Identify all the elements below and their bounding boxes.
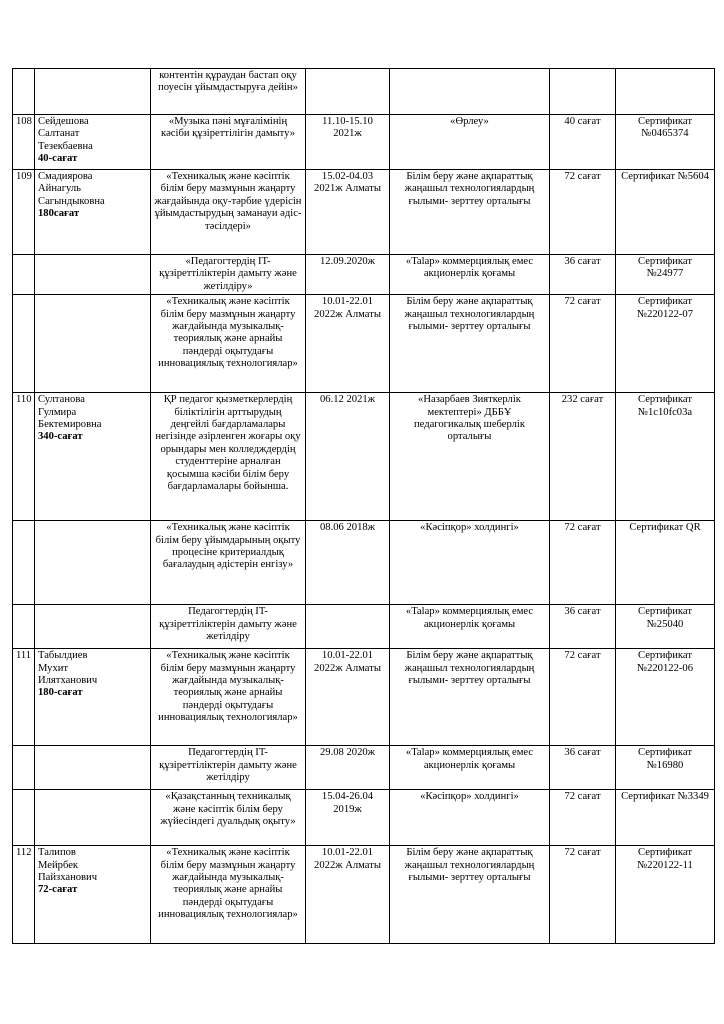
- row-number: 112: [13, 846, 35, 944]
- course-hours: 72 сағат: [550, 846, 616, 944]
- teacher-surname: Смадиярова: [38, 171, 93, 182]
- teacher-surname: Султанова: [38, 394, 85, 406]
- organizer: «Кәсіпқор» холдингі»: [390, 521, 550, 605]
- course-title: «Техникалық және кәсіптік білім беру мазмұнын жаңарту жағдайында музыкалық-теориялық және арнайы пәндерді оқытудағы инновациялық технологиялар»: [151, 649, 306, 746]
- organizer: Білім беру және ақпараттық жаңашыл технологиялардың ғылыми- зерттеу орталығы: [390, 170, 550, 255]
- course-title: «Қазақстанның техникалық және кәсіптік білім беру жүйесіндегі дуальдық оқыту»: [151, 790, 306, 846]
- organizer: Білім беру және ақпараттық жаңашыл технологиялардың ғылыми- зерттеу орталығы: [390, 649, 550, 746]
- row-number: [13, 521, 35, 605]
- teacher-name-cell: [35, 295, 151, 393]
- course-hours: 36 сағат: [550, 255, 616, 295]
- teacher-name-cell: [35, 115, 151, 170]
- organizer: Білім беру және ақпараттық жаңашыл технологиялардың ғылыми- зерттеу орталығы: [390, 846, 550, 944]
- total-hours: 40-сағат: [38, 153, 78, 165]
- course-title: «Педагогтердің IT-құзіреттіліктерін дамыту және жетілдіру»: [151, 255, 306, 295]
- teacher-name-cell: [35, 746, 151, 790]
- course-title: Педагогтердің IT-құзіреттіліктерін дамыту және жетілдіру: [151, 746, 306, 790]
- course-date: [306, 605, 390, 649]
- certificate: Сертификат №220122-06: [616, 649, 715, 746]
- teacher-patronymic: Бектемировна: [38, 419, 102, 431]
- certificate: Сертификат QR: [616, 521, 715, 605]
- course-date: 11.10-15.10 2021ж: [306, 115, 390, 170]
- table-row: [13, 790, 715, 846]
- table-row: [13, 69, 715, 115]
- row-number: [13, 605, 35, 649]
- course-hours: 72 сағат: [550, 790, 616, 846]
- course-title: ҚР педагог қызметкерлердің біліктілігін арттырудың деңгейлі бағдарламалары негізінде әзірленген жоғары оқу орындары мен колледждердің студенттеріне арналған қосымша кәсіби білім беру бағдарламалары бойынша.: [151, 393, 306, 521]
- course-date: 08.06 2018ж: [306, 521, 390, 605]
- teacher-first-name: Мухит: [38, 662, 69, 674]
- course-title: контентін құраудан бастап оқу поуесін ұйымдастыруға дейін»: [151, 69, 306, 115]
- course-title: «Музыка пәні мұғалімінің кәсіби құзіреттілігін дамыту»: [151, 115, 306, 170]
- table-row: [13, 521, 715, 605]
- course-title: «Техникалық және кәсіптік білім беру мазмұнын жаңарту жағдайында музыкалық-теориялық және арнайы пәндерді оқытудағы инновациялық технологиялар»: [151, 295, 306, 393]
- teacher-name-cell: [35, 790, 151, 846]
- total-hours: 180сағат: [38, 208, 80, 220]
- course-date: 15.02-04.03 2021ж Алматы: [306, 170, 390, 255]
- certificate: Сертификат №220122-07: [616, 295, 715, 393]
- course-hours: 72 сағат: [550, 521, 616, 605]
- organizer: «Talap» коммерциялық емес акционерлік қоғамы: [390, 255, 550, 295]
- certificate: Сертификат №0465374: [616, 115, 715, 170]
- total-hours: 72-сағат: [38, 884, 78, 896]
- row-number: 108: [13, 115, 35, 170]
- teacher-surname: Сейдешова: [38, 116, 89, 127]
- teacher-name-cell: [35, 649, 151, 746]
- teacher-patronymic: Тезекбаевна: [38, 140, 93, 152]
- organizer: «Кәсіпқор» холдингі»: [390, 790, 550, 846]
- course-hours: 72 сағат: [550, 295, 616, 393]
- row-number: 111: [13, 649, 35, 746]
- course-hours: 72 сағат: [550, 649, 616, 746]
- course-date: 10.01-22.01 2022ж Алматы: [306, 846, 390, 944]
- teacher-name-cell: [35, 170, 151, 255]
- course-hours: [550, 69, 616, 115]
- teacher-first-name: Гулмира: [38, 406, 77, 418]
- course-date: 12.09.2020ж: [306, 255, 390, 295]
- teacher-patronymic: Илятханович: [38, 675, 98, 687]
- row-number: [13, 790, 35, 846]
- certificate: [616, 69, 715, 115]
- certificate: Сертификат №3349: [616, 790, 715, 846]
- row-number: [13, 69, 35, 115]
- certificate: Сертификат №1c10fc03a: [616, 393, 715, 521]
- training-records-table: [12, 68, 715, 944]
- table-row: [13, 115, 715, 170]
- table-row: [13, 255, 715, 295]
- course-hours: 40 сағат: [550, 115, 616, 170]
- teacher-first-name: Мейрбек: [38, 859, 79, 871]
- teacher-name-cell: [35, 605, 151, 649]
- organizer: Білім беру және ақпараттық жаңашыл технологиялардың ғылыми- зерттеу орталығы: [390, 295, 550, 393]
- teacher-name-cell: [35, 393, 151, 521]
- organizer: «Өрлеу»: [390, 115, 550, 170]
- course-hours: 72 сағат: [550, 170, 616, 255]
- course-hours: 36 сағат: [550, 746, 616, 790]
- table-row: [13, 605, 715, 649]
- course-date: 06.12 2021ж: [306, 393, 390, 521]
- teacher-first-name: Салтанат: [38, 128, 80, 140]
- table-row: [13, 649, 715, 746]
- certificate: Сертификат №220122-11: [616, 846, 715, 944]
- teacher-name-cell: [35, 521, 151, 605]
- organizer: «Talap» коммерциялық емес акционерлік қоғамы: [390, 746, 550, 790]
- teacher-name-cell: [35, 69, 151, 115]
- table-row: [13, 295, 715, 393]
- certificate: Сертификат №5604: [616, 170, 715, 255]
- table-row: [13, 746, 715, 790]
- certificate: Сертификат №16980: [616, 746, 715, 790]
- organizer: «Назарбаев Зияткерлік мектептері» ДББҰ педагогикалық шеберлік орталығы: [390, 393, 550, 521]
- teacher-name-cell: [35, 255, 151, 295]
- row-number: 109: [13, 170, 35, 255]
- row-number: [13, 746, 35, 790]
- certificate: Сертификат №24977: [616, 255, 715, 295]
- course-date: 10.01-22.01 2022ж Алматы: [306, 649, 390, 746]
- course-title: «Техникалық және кәсіптік білім беру мазмұнын жаңарту жағдайында оқу-тәрбие үдерісін ұйымдастырудың заманауи әдіс- тәсілдері»: [151, 170, 306, 255]
- course-date: 15.04-26.04 2019ж: [306, 790, 390, 846]
- course-title: Педагогтердің IT-құзіреттіліктерін дамыту және жетілдіру: [151, 605, 306, 649]
- teacher-surname: Талипов: [38, 847, 76, 859]
- course-title: «Техникалық және кәсіптік білім беру ұйымдарының оқыту процесіне критериалдық бағалаудың әдістерін енгізу»: [151, 521, 306, 605]
- table-row: [13, 846, 715, 944]
- row-number: [13, 255, 35, 295]
- course-date: 10.01-22.01 2022ж Алматы: [306, 295, 390, 393]
- row-number: 110: [13, 393, 35, 521]
- certificate: Сертификат №25040: [616, 605, 715, 649]
- teacher-surname: Табылдиев: [38, 650, 88, 662]
- course-hours: 232 сағат: [550, 393, 616, 521]
- total-hours: 180-сағат: [38, 687, 83, 699]
- course-date: 29.08 2020ж: [306, 746, 390, 790]
- organizer: [390, 69, 550, 115]
- teacher-first-name: Айнагуль: [38, 183, 81, 195]
- course-title: «Техникалық және кәсіптік білім беру мазмұнын жаңарту жағдайында музыкалық-теориялық және арнайы пәндерді оқытудағы инновациялық технологиялар»: [151, 846, 306, 944]
- course-date: [306, 69, 390, 115]
- total-hours: 340-сағат: [38, 431, 83, 443]
- row-number: [13, 295, 35, 393]
- table-row: [13, 393, 715, 521]
- teacher-patronymic: Пайзханович: [38, 872, 98, 884]
- teacher-patronymic: Сагындыковна: [38, 195, 105, 207]
- organizer: «Talap» коммерциялық емес акционерлік қоғамы: [390, 605, 550, 649]
- teacher-name-cell: [35, 846, 151, 944]
- course-hours: 36 сағат: [550, 605, 616, 649]
- table-row: [13, 170, 715, 255]
